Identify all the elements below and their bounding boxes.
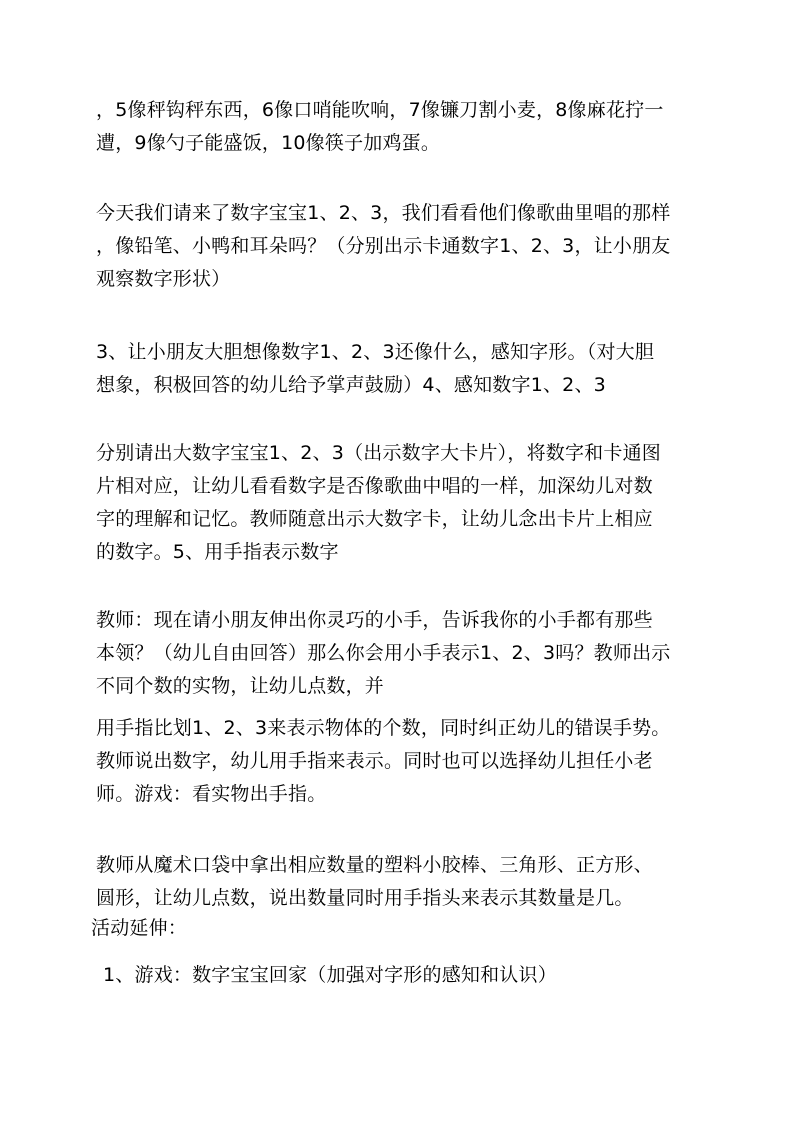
text-line: 不同个数的实物，让幼儿点数，并 <box>96 675 385 697</box>
text-line: 本领？（幼儿自由回答）那么你会用小手表示1、2、3吗？教师出示 <box>96 642 671 664</box>
text-line: 用手指比划1、2、3来表示物体的个数，同时纠正幼儿的错误手势。 <box>96 717 671 739</box>
text-line: 的数字。5、用手指表示数字 <box>96 541 339 563</box>
text-line: 想象，积极回答的幼儿给予掌声鼓励）4、感知数字1、2、3 <box>96 374 606 396</box>
text-line: 1、游戏：数字宝宝回家（加强对字形的感知和认识） <box>103 964 557 986</box>
text-line: 遭，9像勺子能盛饭，10像筷子加鸡蛋。 <box>96 132 441 154</box>
text-line: 3、让小朋友大胆想像数字1、2、3还像什么，感知字形。（对大胆 <box>96 341 655 363</box>
text-line: ，像铅笔、小鸭和耳朵吗？（分别出示卡通数字1、2、3，让小朋友 <box>96 235 671 257</box>
text-line: 分别请出大数字宝宝1、2、3（出示数字大卡片），将数字和卡通图 <box>96 442 661 464</box>
text-line: 教师：现在请小朋友伸出你灵巧的小手，告诉我你的小手都有那些 <box>96 609 653 631</box>
text-line: 今天我们请来了数字宝宝1、2、3，我们看看他们像歌曲里唱的那样 <box>96 202 671 224</box>
text-line: 师。游戏：看实物出手指。 <box>96 783 327 805</box>
text-line: ，5像秤钩秤东西，6像口哨能吹响，7像镰刀割小麦，8像麻花拧一 <box>96 99 664 121</box>
text-line: 字的理解和记忆。教师随意出示大数字卡，让幼儿念出卡片上相应 <box>96 508 653 530</box>
text-line: 活动延伸： <box>91 917 188 939</box>
text-line: 观察数字形状） <box>96 268 231 290</box>
text-line: 圆形，让幼儿点数，说出数量同时用手指头来表示其数量是几。 <box>96 887 634 909</box>
text-line: 片相对应，让幼儿看看数字是否像歌曲中唱的一样，加深幼儿对数 <box>96 475 653 497</box>
text-line: 教师从魔术口袋中拿出相应数量的塑料小胶棒、三角形、正方形、 <box>96 854 653 876</box>
text-line: 教师说出数字，幼儿用手指来表示。同时也可以选择幼儿担任小老 <box>96 750 653 772</box>
